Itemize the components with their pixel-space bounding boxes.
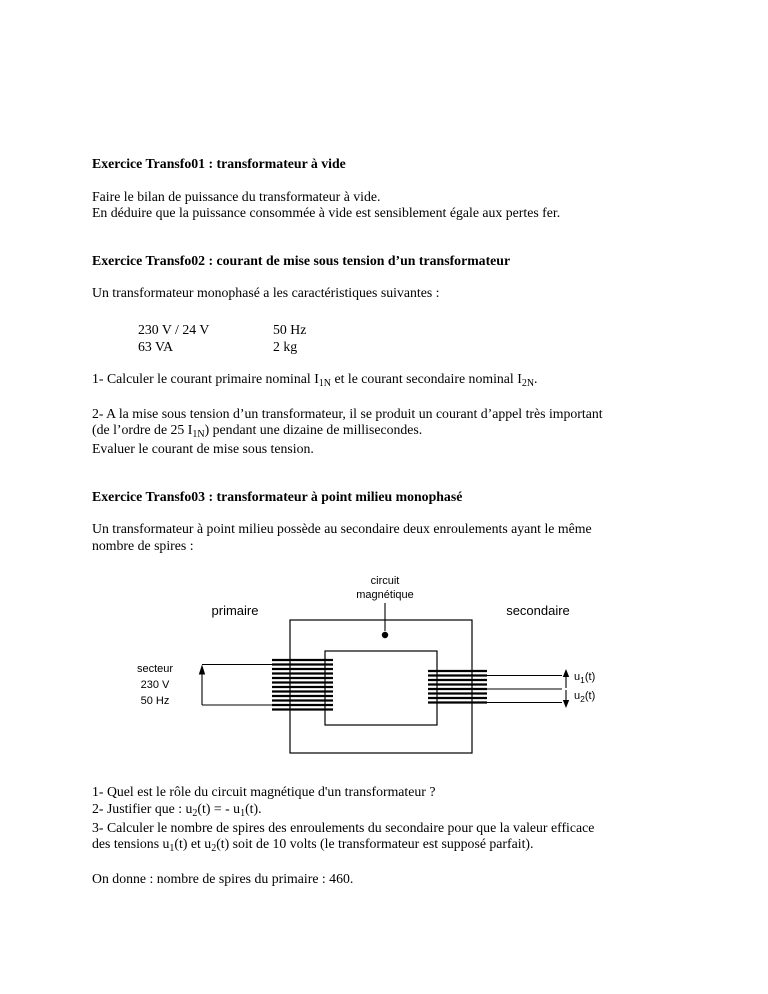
spec-table [138, 322, 676, 355]
source-label-line3: 50 Hz [140, 695, 170, 708]
u2-label [574, 690, 595, 704]
spec-value: 50 Hz [273, 321, 307, 337]
primary-winding [272, 660, 333, 710]
subscript-segment: 2 [211, 843, 217, 855]
text-segment: 1- Calculer le courant primaire nominal I [92, 371, 319, 387]
u1-label [574, 671, 595, 685]
exercise3-questions [92, 784, 676, 854]
subscript-segment: 2 [192, 807, 198, 819]
text-line: nombre de spires : [92, 537, 194, 553]
subscript-segment: 1 [580, 675, 585, 686]
exercise2-question1 [92, 371, 676, 390]
secondary-label: secondaire [506, 603, 570, 619]
exercise1-title: Exercice Transfo01 : transformateur à vide [92, 156, 346, 171]
text-segment: (de l’ordre de 25 I [92, 422, 193, 438]
exercise2-question2 [92, 406, 676, 458]
subscript-segment: 1N [192, 429, 205, 441]
spec-row [138, 322, 676, 339]
text-segment: (t) soit de 10 volts (le transformateur est supposé parfait). [216, 836, 534, 852]
subscript-segment: 2 [580, 694, 585, 705]
source-label-line2: 230 V [140, 679, 170, 692]
text-line: En déduire que la puissance consommée à vide est sensiblement égale aux pertes fer. [92, 205, 561, 221]
spec-value: 2 kg [273, 338, 298, 354]
text-segment: 2- Justifier que : u [92, 800, 193, 816]
text-segment: (t) = - u [197, 800, 241, 816]
text-line: 1- Quel est le rôle du circuit magnétique d'un transformateur ? [92, 784, 436, 800]
transformer-figure [100, 568, 676, 768]
primary-label: primaire [211, 603, 259, 619]
subscript-segment: 1N [318, 378, 332, 390]
subscript-segment: 1 [169, 843, 175, 855]
text-line: 3- Calculer le nombre de spires des enroulements du secondaire pour que la valeur efficace [92, 819, 595, 835]
core-inner-window [325, 651, 437, 725]
exercise3-title: Exercice Transfo03 : transformateur à point milieu monophasé [92, 488, 463, 504]
text-line: Faire le bilan de puissance du transformateur à vide. [92, 188, 381, 204]
text-segment: u [574, 690, 581, 703]
text-segment: et le courant secondaire nominal I [331, 371, 522, 387]
exercise2-title: Exercice Transfo02 : courant de mise sous tension d’un transformateur [92, 252, 511, 268]
text-segment: (t) [584, 671, 596, 684]
text-segment: (t). [245, 800, 262, 816]
transformer-diagram [100, 568, 660, 768]
exercise3-given: On donne : nombre de spires du primaire : 460. [92, 870, 354, 886]
subscript-segment: 1 [240, 807, 246, 819]
text-line: Un transformateur à point milieu possède au secondaire deux enroulements ayant le même [92, 521, 592, 537]
u1-arrowhead-up [563, 669, 569, 677]
text-segment: des tensions u [92, 836, 170, 852]
text-line: Evaluer le courant de mise sous tension. [92, 440, 314, 456]
exercise3-intro [92, 521, 676, 554]
spec-row [138, 339, 676, 356]
text-segment: (t) [584, 690, 596, 703]
text-line: 2- A la mise sous tension d’un transformateur, il se produit un courant d’appel très important [92, 405, 603, 421]
core-label-line1: circuit [370, 575, 400, 588]
text-segment: (t) et u [174, 836, 212, 852]
spec-value: 230 V / 24 V [138, 321, 210, 337]
exercise1-body [92, 189, 676, 222]
subscript-segment: 2N [521, 378, 535, 390]
text-segment: . [534, 371, 538, 387]
source-arrowhead-up [199, 665, 205, 675]
exercise2-intro: Un transformateur monophasé a les caractéristiques suivantes : [92, 285, 440, 301]
core-label-line2: magnétique [356, 589, 414, 602]
spec-value: 63 VA [138, 338, 174, 354]
core-pointer-dot [382, 632, 388, 638]
text-segment: u [574, 671, 581, 684]
text-segment: ) pendant une dizaine de millisecondes. [204, 422, 423, 438]
u2-arrowhead-down [563, 700, 569, 708]
source-label-line1: secteur [136, 663, 174, 676]
